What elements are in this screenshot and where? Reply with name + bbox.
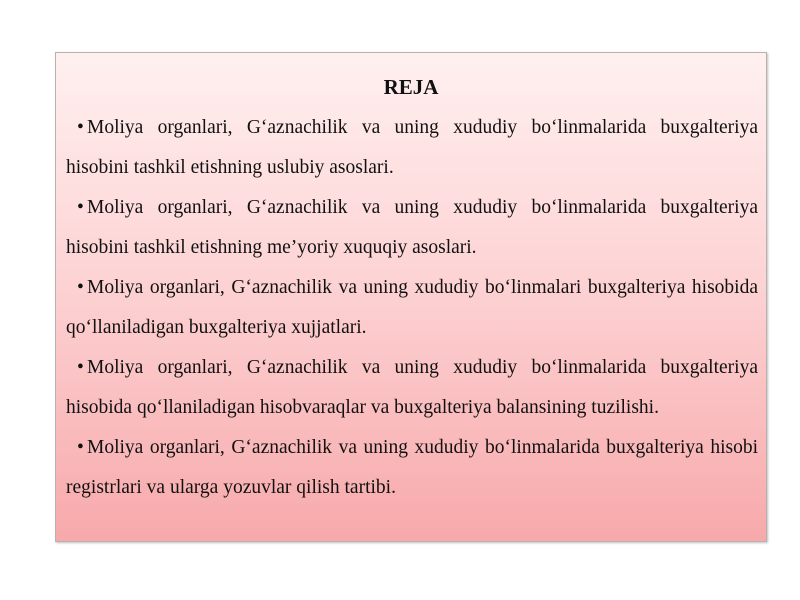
slide-title: REJA xyxy=(383,75,439,99)
list-item-text: Moliya organlari, G‘aznachilik va uning xududiy bo‘linmalarida buxgalteriya hisobida qo‘llaniladigan hisobvaraqlar va buxgalteriya balansining tuzilishi. xyxy=(66,357,758,418)
bullet-icon: • xyxy=(77,197,84,218)
bullet-icon: • xyxy=(77,357,84,378)
list-item-text: Moliya organlari, G‘aznachilik va uning xududiy bo‘linmalarida buxgalteriya hisobini tashkil etishning me’yoriy xuquqiy asoslari. xyxy=(66,197,758,258)
plan-list xyxy=(66,108,758,508)
list-item-text: Moliya organlari, G‘aznachilik va uning xududiy bo‘linmalarida buxgalteriya hisobini tashkil etishning uslubiy asoslari. xyxy=(66,117,758,178)
list-item xyxy=(66,268,758,348)
bullet-icon: • xyxy=(77,117,84,138)
list-item-text: Moliya organlari, G‘aznachilik va uning xududiy bo‘linmalari buxgalteriya hisobida qo‘llaniladigan buxgalteriya xujjatlari. xyxy=(66,277,758,338)
list-item xyxy=(66,428,758,508)
list-item xyxy=(66,188,758,268)
bullet-icon: • xyxy=(77,277,84,298)
list-item-text: Moliya organlari, G‘aznachilik va uning xududiy bo‘linmalarida buxgalteriya hisobi registrlari va ularga yozuvlar qilish tartibi. xyxy=(66,437,758,498)
list-item xyxy=(66,108,758,188)
slide-content-box xyxy=(55,52,767,542)
list-item xyxy=(66,348,758,428)
bullet-icon: • xyxy=(77,437,84,458)
